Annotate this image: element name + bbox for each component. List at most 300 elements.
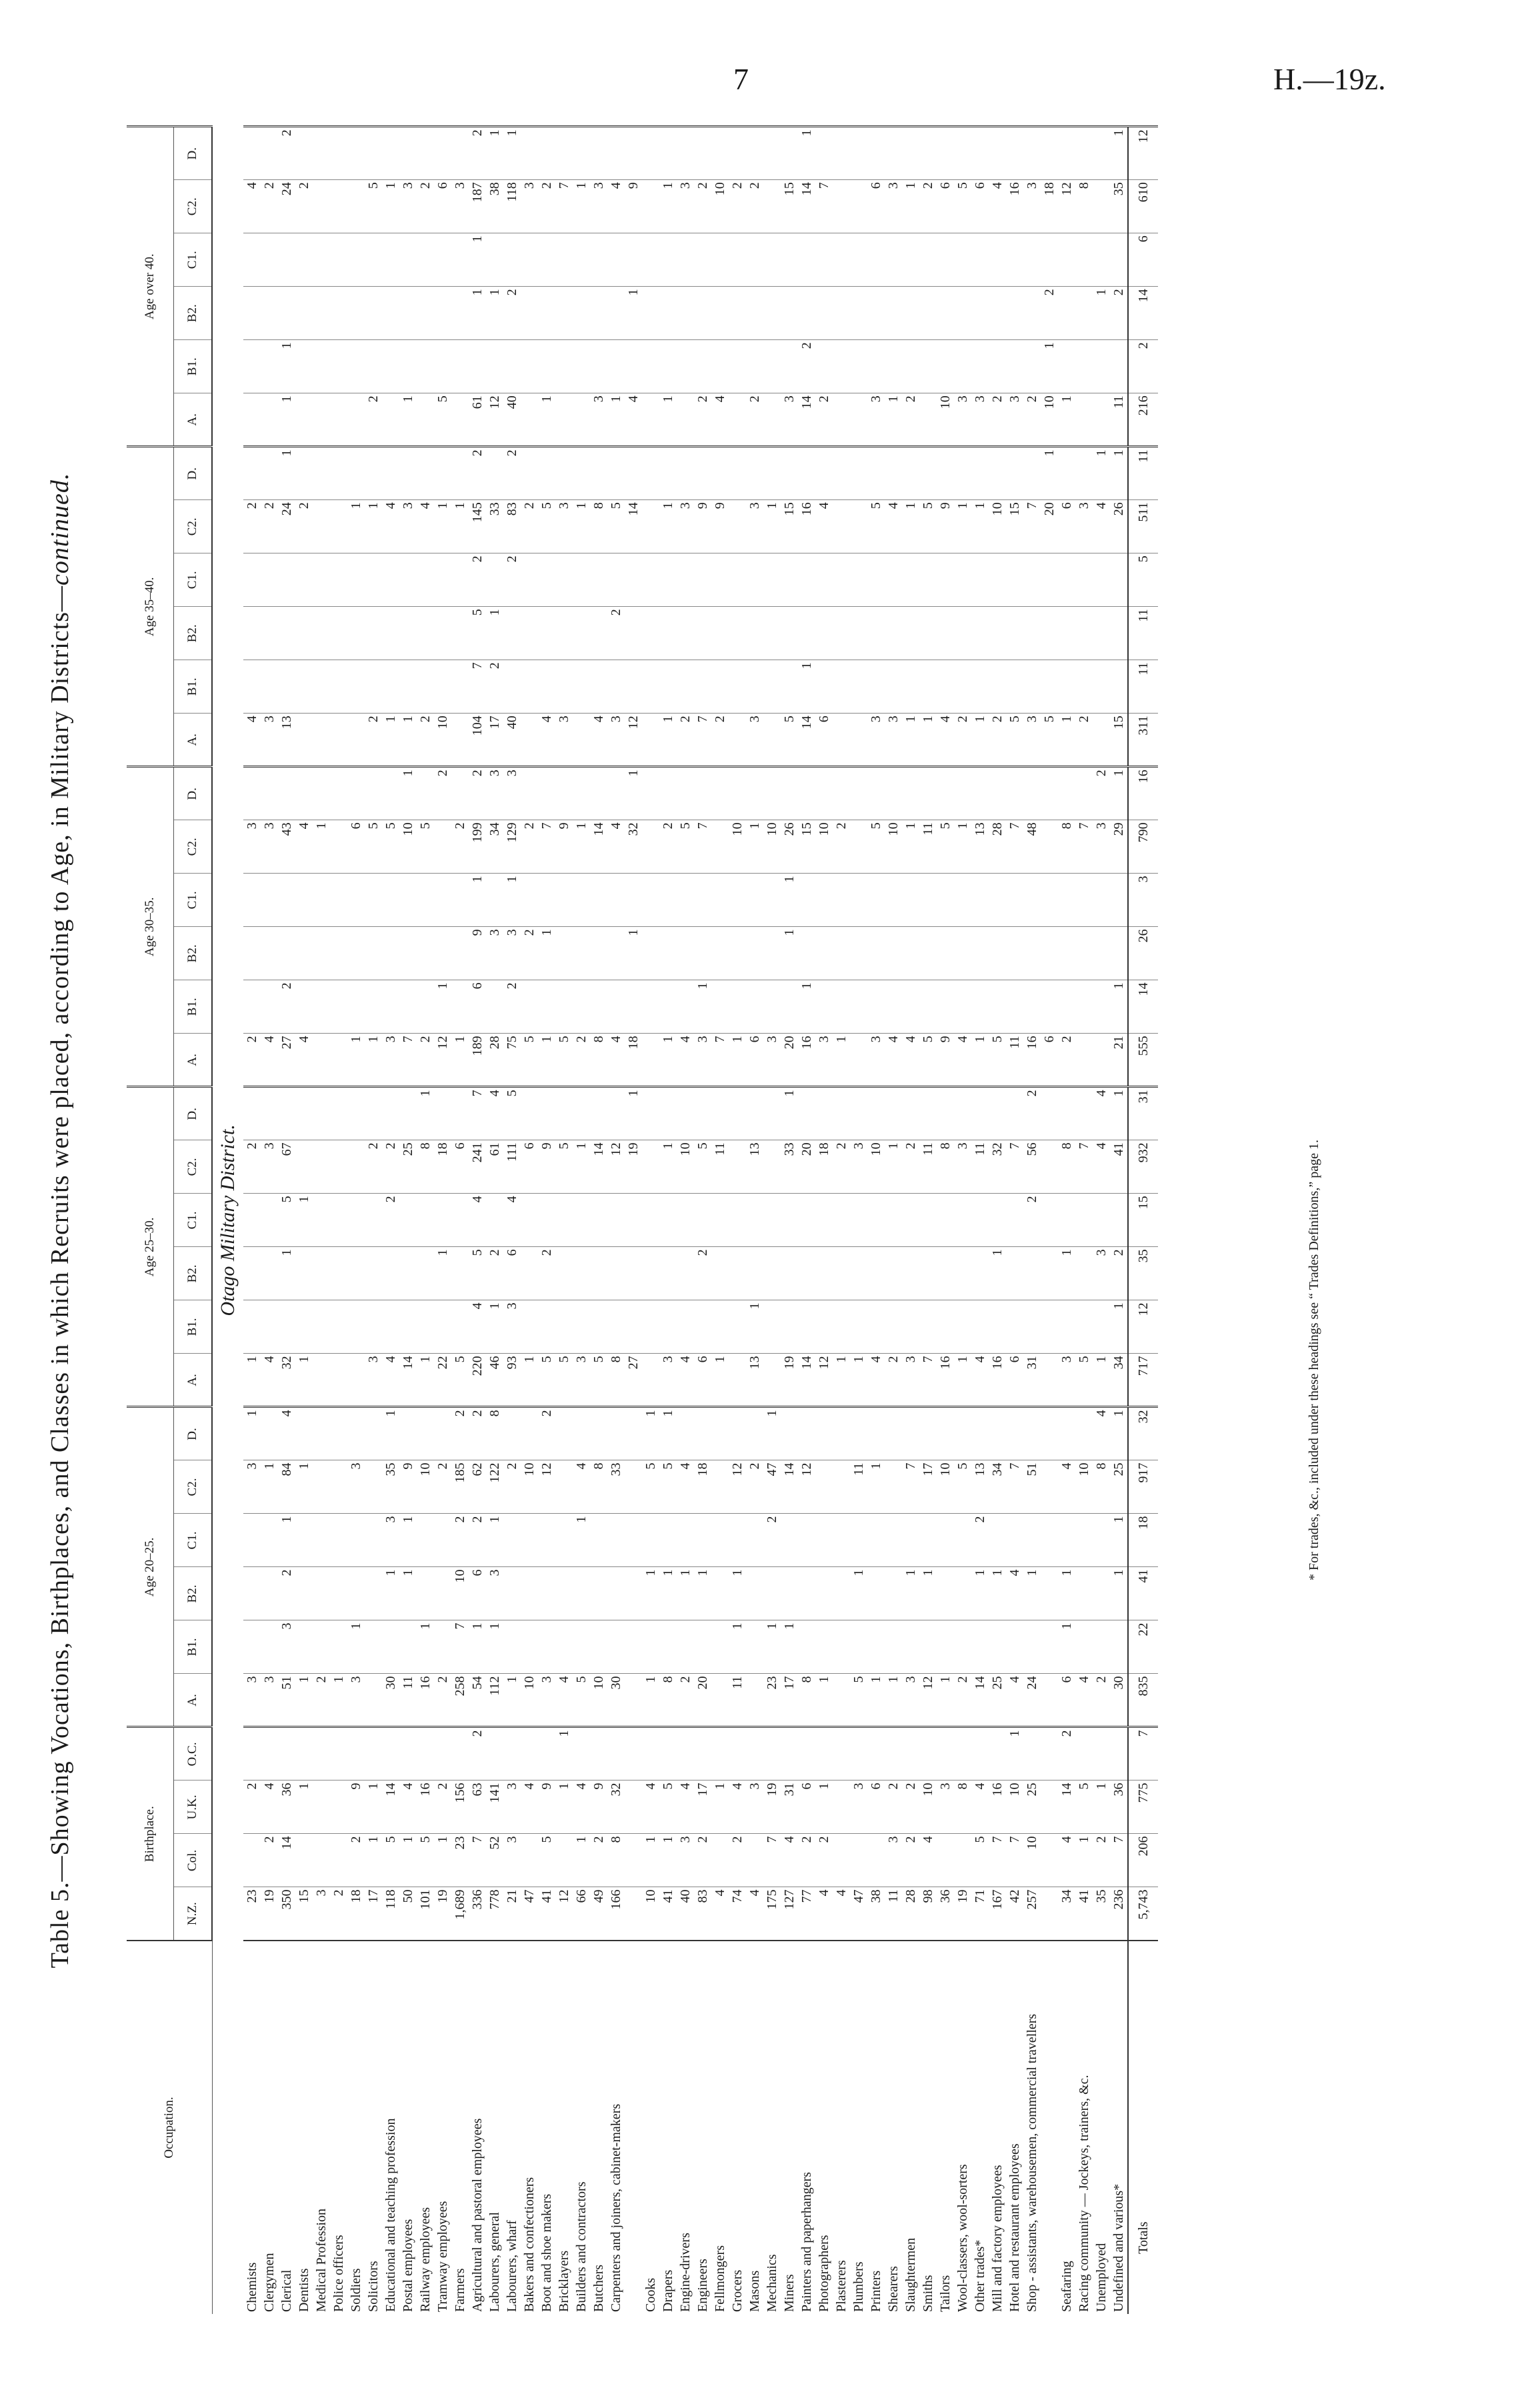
value-cell [1023,340,1041,393]
value-cell [295,393,313,447]
value-cell: 5 [642,1460,659,1514]
value-cell [763,233,781,287]
value-cell: 47 [850,1887,867,1941]
value-cell [746,1620,763,1674]
value-cell: 2 [313,1674,330,1727]
value-cell: 2 [1110,1247,1128,1300]
value-cell: 54 [469,1674,486,1727]
value-cell [607,767,625,820]
value-cell: 2 [902,393,919,447]
value-cell: 1 [1058,714,1075,767]
page-number: 7 [733,62,749,96]
value-cell: 2 [469,767,486,820]
value-cell [711,927,729,980]
value-cell [347,874,365,927]
value-cell: 2 [885,1354,902,1407]
value-cell [1093,874,1110,927]
value-cell: 1 [347,1034,365,1087]
value-cell [295,1247,313,1300]
value-cell: 1 [243,1354,261,1407]
value-cell: 50 [399,1887,417,1941]
value-cell: 16 [1023,1034,1041,1087]
value-cell [625,1460,642,1514]
value-cell: 6 [451,1140,469,1194]
value-cell [330,1514,347,1567]
value-cell [243,1834,261,1887]
value-cell: 16 [937,1354,954,1407]
value-cell: 3 [451,180,469,233]
value-cell: 1 [989,1247,1006,1300]
value-cell [607,980,625,1034]
value-cell: 3 [937,1780,954,1834]
occupation-cell: Builders and contractors [573,1941,590,2314]
value-cell [798,1407,815,1460]
value-cell [521,287,538,340]
value-cell: 3 [1023,714,1041,767]
value-cell [295,1140,313,1194]
value-cell: 2 [417,1034,434,1087]
value-cell [989,767,1006,820]
age-group-0-col-header: C1. [174,1514,213,1567]
value-cell [521,233,538,287]
value-cell: 11 [885,1887,902,1941]
value-cell [538,340,555,393]
value-cell [954,1194,971,1247]
value-cell [1023,1727,1041,1780]
value-cell [382,767,399,820]
value-cell [919,287,937,340]
value-cell [434,1727,451,1780]
table-row [746,127,763,2314]
value-cell: 29 [1110,820,1128,874]
value-cell: 5 [555,1140,573,1194]
value-cell: 199 [469,820,486,874]
value-cell [590,1247,607,1300]
table-row [642,127,659,2314]
occupation-cell: Labourers, wharf [503,1941,521,2314]
value-cell [1023,767,1041,820]
value-cell [971,874,989,927]
table-row [607,127,625,2314]
value-cell [590,1620,607,1674]
value-cell: 83 [503,500,521,553]
value-cell [243,980,261,1034]
value-cell [937,340,954,393]
value-cell: 1 [729,1620,746,1674]
value-cell: 7 [469,1834,486,1887]
value-cell [451,287,469,340]
value-cell [1110,660,1128,714]
value-cell [295,874,313,927]
table-row [971,127,989,2314]
value-cell: 3 [503,927,521,980]
value-cell: 3 [555,714,573,767]
value-cell [781,1300,798,1354]
value-cell: 1 [781,874,798,927]
value-cell: 1 [642,1834,659,1887]
value-cell: 2 [919,180,937,233]
occupation-cell: Butchers [590,1941,607,2314]
value-cell: 1 [417,1087,434,1140]
value-cell [729,340,746,393]
value-cell [850,1300,867,1354]
value-cell [989,233,1006,287]
value-cell [521,1620,538,1674]
value-cell: 10 [885,820,902,874]
value-cell [694,607,711,660]
value-cell [625,1620,642,1674]
value-cell: 1 [971,1034,989,1087]
value-cell [243,660,261,714]
occupation-cell: Slaughtermen [902,1941,919,2314]
table-row [295,127,313,2314]
value-cell [763,1300,781,1354]
value-cell [573,980,590,1034]
value-cell: 98 [919,1887,937,1941]
value-cell: 3 [399,500,417,553]
value-cell [573,127,590,180]
value-cell: 1 [313,820,330,874]
value-cell: 10 [815,820,833,874]
value-cell [399,1300,417,1354]
value-cell: 1 [399,1834,417,1887]
value-cell [486,447,503,500]
value-cell [850,714,867,767]
value-cell: 3 [347,1460,365,1514]
age-group-4-header: Age over 40. [127,127,174,447]
value-cell: 40 [503,714,521,767]
value-cell [261,1247,278,1300]
value-cell [382,980,399,1034]
table-row [729,127,746,2314]
value-cell: 9 [347,1780,365,1834]
value-cell [989,553,1006,607]
value-cell [711,1194,729,1247]
value-cell [1023,1247,1041,1300]
age-group-4-col-header: C2. [174,180,213,233]
value-cell [763,1567,781,1620]
value-cell [729,874,746,927]
value-cell: 84 [278,1460,295,1514]
value-cell [555,233,573,287]
table-row [573,127,590,2314]
value-cell: 5 [781,714,798,767]
value-cell [451,393,469,447]
table-row [850,127,867,2314]
value-cell [711,1460,729,1514]
value-cell: 5 [434,393,451,447]
value-cell [330,1194,347,1247]
value-cell: 2 [902,1140,919,1194]
value-cell [867,287,885,340]
value-cell [347,1407,365,1460]
value-cell: 10 [521,1674,538,1727]
value-cell: 6 [434,180,451,233]
value-cell: 40 [503,393,521,447]
value-cell: 2 [1023,1087,1041,1140]
value-cell: 33 [607,1460,625,1514]
value-cell: 4 [1006,1567,1023,1620]
value-cell [746,1247,763,1300]
value-cell [763,1354,781,1407]
value-cell [399,1247,417,1300]
occupation-cell: Medical Profession [313,1941,330,2314]
value-cell [607,1727,625,1780]
value-cell [729,767,746,820]
value-cell [261,553,278,607]
value-cell [763,767,781,820]
value-cell: 4 [295,1034,313,1087]
value-cell [503,607,521,660]
value-cell: 12 [555,1887,573,1941]
value-cell: 1 [399,767,417,820]
value-cell [971,1247,989,1300]
value-cell: 2 [243,1780,261,1834]
value-cell [399,1194,417,1247]
value-cell: 4 [971,1354,989,1407]
value-cell: 30 [1110,1674,1128,1727]
value-cell [313,1407,330,1460]
value-cell [607,1567,625,1620]
value-cell [1075,874,1093,927]
value-cell: 1,689 [451,1887,469,1941]
value-cell [1023,927,1041,980]
value-cell [313,233,330,287]
value-cell: 51 [1023,1460,1041,1514]
value-cell [417,980,434,1034]
value-cell [989,1087,1006,1140]
value-cell [746,1194,763,1247]
value-cell [503,1727,521,1780]
value-cell: 3 [659,1354,677,1407]
value-cell: 3 [850,1140,867,1194]
value-cell: 2 [833,820,850,874]
value-cell [989,1514,1006,1567]
value-cell [278,874,295,927]
value-cell: 1 [382,1567,399,1620]
value-cell [677,127,694,180]
value-cell: 3 [867,393,885,447]
value-cell [590,1727,607,1780]
value-cell [642,1194,659,1247]
value-cell: 7 [469,1087,486,1140]
occupation-cell: Drapers [659,1941,677,2314]
value-cell [885,1460,902,1514]
value-cell: 1 [659,1407,677,1460]
value-cell [625,980,642,1034]
occupation-cell: Soldiers [347,1941,365,2314]
value-cell [555,767,573,820]
value-cell [642,1727,659,1780]
value-cell: 2 [434,767,451,820]
value-cell: 1 [954,500,971,553]
age-group-4-col-header: B2. [174,287,213,340]
value-cell: 25 [399,1140,417,1194]
value-cell [763,607,781,660]
value-cell [538,980,555,1034]
value-cell [919,1194,937,1247]
value-cell: 10 [711,180,729,233]
value-cell [278,927,295,980]
value-cell [399,1407,417,1460]
value-cell [1075,1247,1093,1300]
value-cell: 11 [1128,447,1158,500]
value-cell: 19 [434,1887,451,1941]
value-cell: 3 [261,714,278,767]
value-cell [798,1567,815,1620]
birthplace-col-header: O.C. [174,1727,213,1780]
value-cell: 32 [625,820,642,874]
value-cell [451,233,469,287]
value-cell [1006,447,1023,500]
occupation-cell: Tramway employees [434,1941,451,2314]
value-cell: 9 [625,180,642,233]
value-cell [867,1300,885,1354]
value-cell [313,1620,330,1674]
value-cell: 16 [798,500,815,553]
occupation-cell: Dentists [295,1941,313,2314]
value-cell: 21 [503,1887,521,1941]
value-cell [1006,1194,1023,1247]
value-cell: 1 [729,1567,746,1620]
value-cell [243,1727,261,1780]
value-cell: 1 [295,1354,313,1407]
value-cell [694,1087,711,1140]
value-cell [382,1727,399,1780]
value-cell [971,1727,989,1780]
value-cell [365,767,382,820]
value-cell [1058,1300,1075,1354]
value-cell: 1 [919,1567,937,1620]
value-cell [954,1247,971,1300]
value-cell [365,127,382,180]
value-cell: 9 [937,1034,954,1087]
value-cell [850,980,867,1034]
value-cell: 175 [763,1887,781,1941]
value-cell [1093,1514,1110,1567]
value-cell: 4 [711,1887,729,1941]
value-cell: 3 [850,1780,867,1834]
table-row [781,127,798,2314]
value-cell: 8 [1075,180,1093,233]
value-cell [1075,1514,1093,1567]
value-cell: 2 [746,393,763,447]
value-cell: 2 [607,607,625,660]
value-cell [555,1300,573,1354]
value-cell: 2 [521,500,538,553]
value-cell [521,340,538,393]
value-cell: 2 [434,1780,451,1834]
value-cell [313,1780,330,1834]
value-cell [1006,1620,1023,1674]
value-cell: 32 [989,1140,1006,1194]
value-cell [1075,1407,1093,1460]
value-cell: 38 [486,180,503,233]
value-cell: 1 [1058,1567,1075,1620]
value-cell [867,1727,885,1780]
value-cell [607,1620,625,1674]
value-cell: 3 [243,1460,261,1514]
value-cell: 3 [746,500,763,553]
value-cell [1023,1300,1041,1354]
value-cell: 2 [417,180,434,233]
value-cell [1041,1620,1058,1674]
value-cell [919,1087,937,1140]
value-cell: 5 [1128,553,1158,607]
value-cell [833,1194,850,1247]
value-cell [625,127,642,180]
value-cell: 2 [278,980,295,1034]
value-cell: 4 [607,180,625,233]
value-cell: 31 [781,1780,798,1834]
value-cell: 1 [885,1674,902,1727]
age-group-2-header: Age 30–35. [127,767,174,1087]
value-cell [382,287,399,340]
value-cell [711,1567,729,1620]
value-cell [555,607,573,660]
value-cell [833,1834,850,1887]
value-cell: 4 [382,500,399,553]
value-cell [954,927,971,980]
value-cell [434,660,451,714]
value-cell [573,767,590,820]
value-cell [937,1620,954,1674]
value-cell: 3 [954,393,971,447]
value-cell: 6 [469,1567,486,1620]
value-cell [313,1247,330,1300]
value-cell [417,1407,434,1460]
value-cell: 9 [469,927,486,980]
value-cell: 62 [469,1460,486,1514]
value-cell [503,1620,521,1674]
value-cell [295,1834,313,1887]
value-cell [677,1727,694,1780]
value-cell [607,340,625,393]
value-cell [295,927,313,980]
value-cell: 7 [1110,1834,1128,1887]
value-cell [1075,607,1093,660]
value-cell: 3 [399,180,417,233]
occupation-cell: Solicitors [365,1941,382,2314]
value-cell [434,1514,451,1567]
table-row [833,127,850,2314]
occupation-cell: Bricklayers [555,1941,573,2314]
value-cell: 8 [659,1674,677,1727]
value-cell [330,874,347,927]
value-cell: 1 [573,1140,590,1194]
value-cell [365,874,382,927]
value-cell [573,714,590,767]
value-cell [1006,767,1023,820]
value-cell [833,980,850,1034]
value-cell [434,1300,451,1354]
value-cell: 6 [503,1247,521,1300]
value-cell [417,447,434,500]
value-cell: 1 [295,1780,313,1834]
value-cell [261,1567,278,1620]
value-cell [919,393,937,447]
value-cell [625,1887,642,1941]
value-cell [330,447,347,500]
value-cell [1006,1087,1023,1140]
value-cell [1006,927,1023,980]
value-cell [763,340,781,393]
value-cell: 5 [694,1140,711,1194]
value-cell: 34 [486,820,503,874]
value-cell [919,927,937,980]
value-cell [1058,447,1075,500]
value-cell [347,1514,365,1567]
